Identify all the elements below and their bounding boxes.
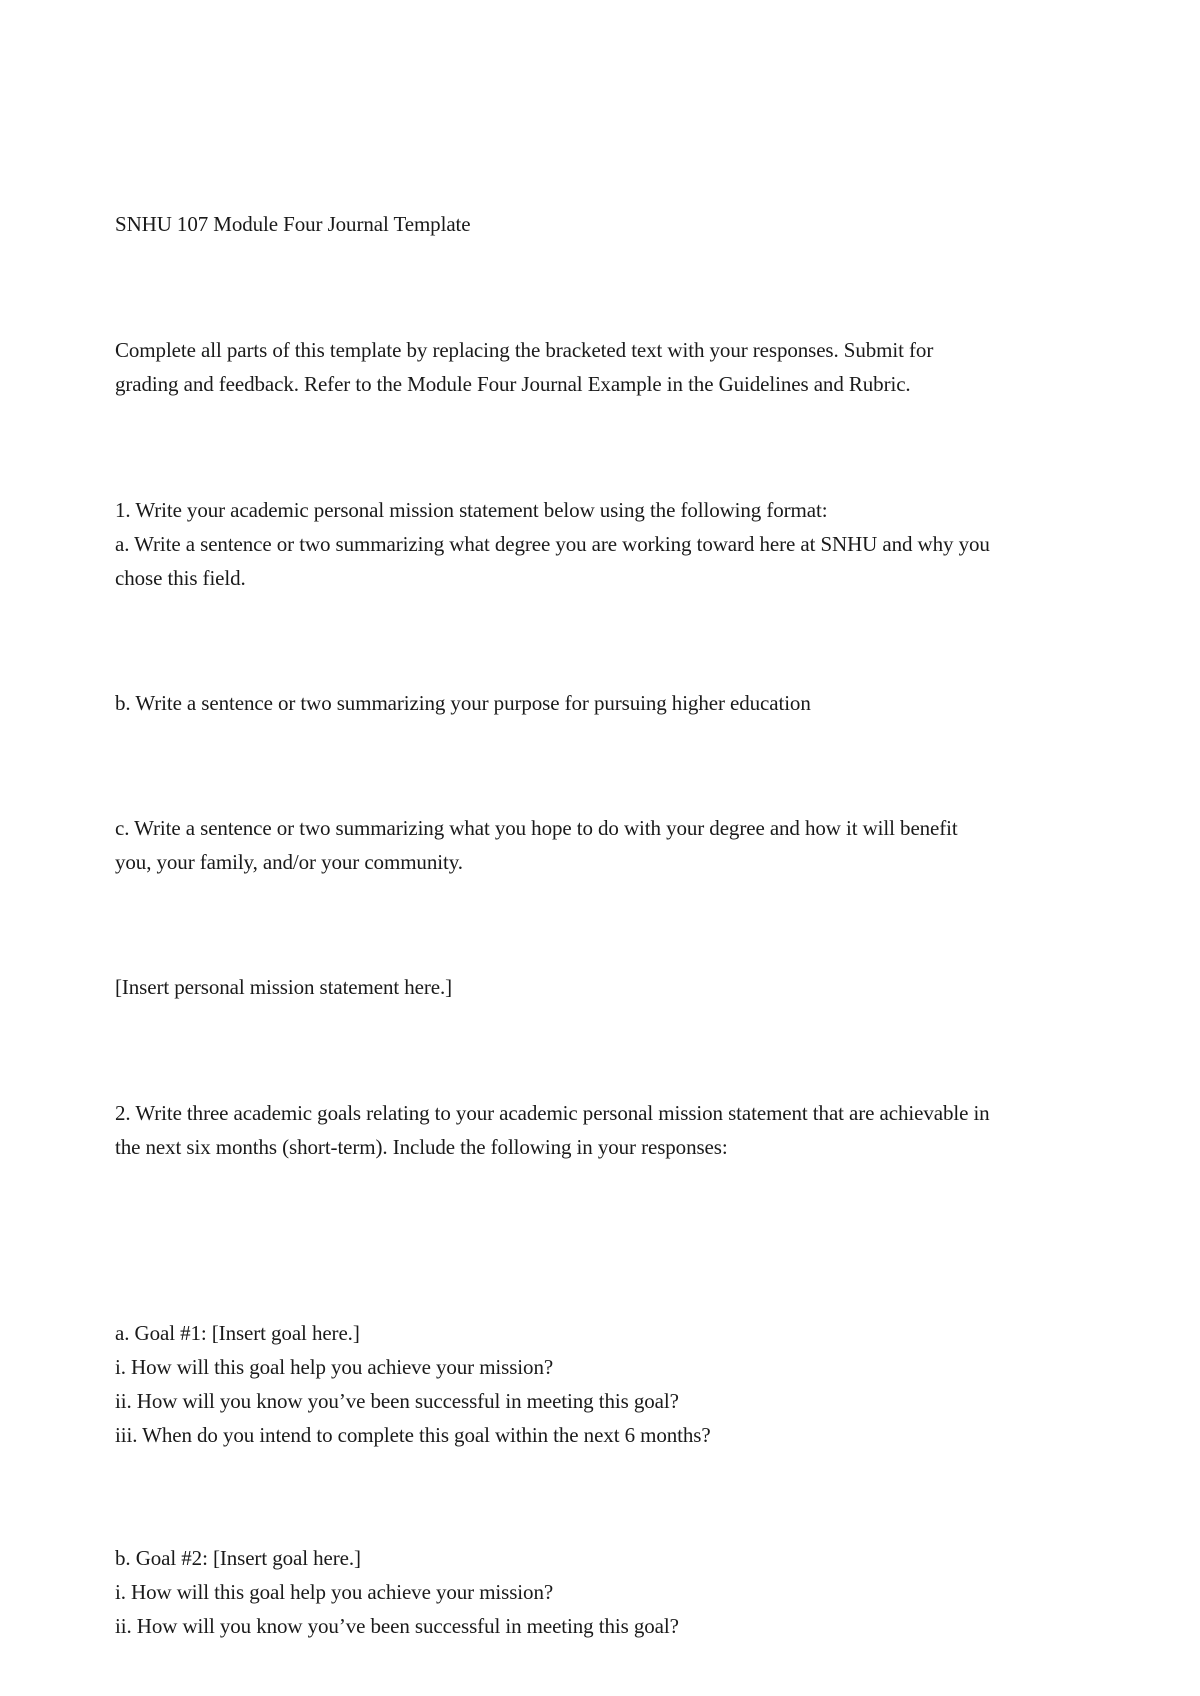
q1-prompt: 1. Write your academic personal mission statement below using the following format: <box>115 498 828 522</box>
q2-prompt-line-2: the next six months (short-term). Include the following in your responses: <box>115 1135 728 1159</box>
q1-c-line-2: you, your family, and/or your community. <box>115 850 463 874</box>
goal1-label: a. Goal #1: [Insert goal here.] <box>115 1321 360 1345</box>
q1-a-line-1: a. Write a sentence or two summarizing what degree you are working toward here at SNHU and why you <box>115 532 990 556</box>
document-title: SNHU 107 Module Four Journal Template <box>115 212 471 236</box>
goal2-question-i: i. How will this goal help you achieve your mission? <box>115 1580 554 1604</box>
goal1-question-i: i. How will this goal help you achieve your mission? <box>115 1355 554 1379</box>
instructions-line-2: grading and feedback. Refer to the Module Four Journal Example in the Guidelines and Rubric. <box>115 372 911 396</box>
goal1-question-ii: ii. How will you know you’ve been successful in meeting this goal? <box>115 1389 679 1413</box>
goal1-question-iii: iii. When do you intend to complete this goal within the next 6 months? <box>115 1423 711 1447</box>
goal2-question-ii: ii. How will you know you’ve been successful in meeting this goal? <box>115 1614 679 1638</box>
q2-prompt-line-1: 2. Write three academic goals relating to your academic personal mission statement that are achievable in <box>115 1101 990 1125</box>
q1-a-line-2: chose this field. <box>115 566 246 590</box>
goal2-label: b. Goal #2: [Insert goal here.] <box>115 1546 361 1570</box>
q1-b: b. Write a sentence or two summarizing your purpose for pursuing higher education <box>115 691 811 715</box>
q1-c-line-1: c. Write a sentence or two summarizing what you hope to do with your degree and how it will benefit <box>115 816 958 840</box>
instructions-line-1: Complete all parts of this template by replacing the bracketed text with your responses. Submit for <box>115 338 934 362</box>
mission-statement-placeholder: [Insert personal mission statement here.] <box>115 975 453 999</box>
